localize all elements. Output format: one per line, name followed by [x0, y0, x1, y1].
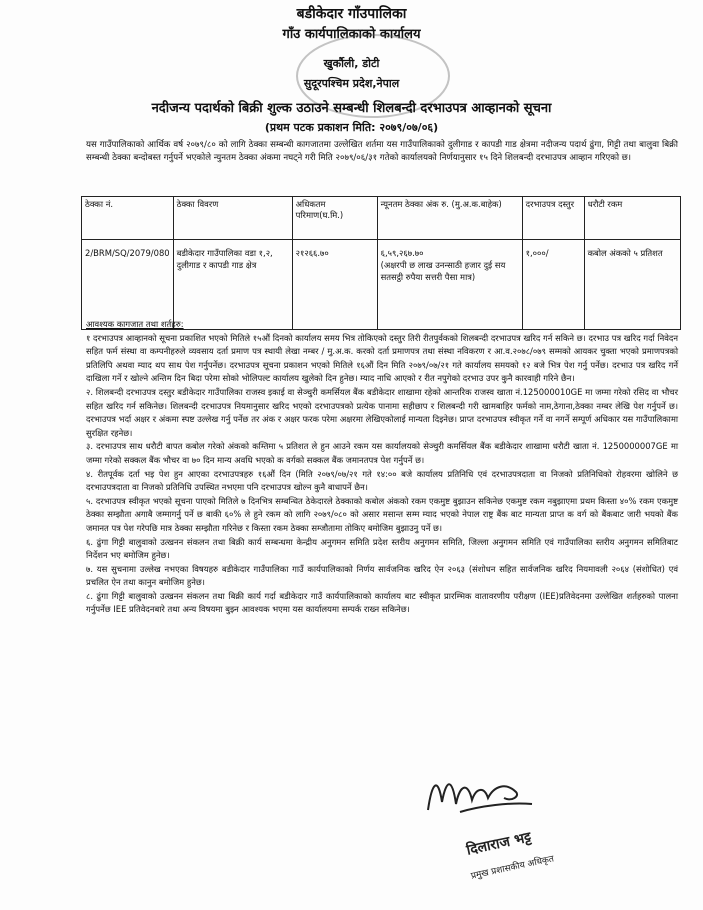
col-header-fee: दरभाउपत्र दस्तुर: [522, 197, 584, 240]
cell-quantity: २१२६६.७०: [292, 240, 377, 330]
office-name: गाँउ कार्यपालिकाको कार्यालय: [282, 27, 421, 42]
cell-contract-no: 2/BRM/SQ/2079/080: [82, 240, 174, 330]
condition-item: ४. रीतपूर्वक दर्ता भइ पेश हुन आएका दरभाउपत्रहरु १६औं दिन (मिति २०७९/०७/२१ गते १४:०० बजे कार्यालय प्रतिनिधि एवं दरभाउपत्रदाता वा निजको प्रतिनिधिको रोहवरमा खोलिने छ दरभाउपत्रदाता वा निजको प्रतिनिधि उपस्थित नभएमा पनि दरभाउपत्र खोल्न कुनै बाधापर्ने छैन।: [86, 468, 678, 493]
condition-item: ३. दरभाउपत्र साथ धरौटी बापत कबोल गरेको अंकको कम्तिमा ५ प्रतिशत ले हुन आउने रकम यस कार्यालयको सेञ्चुरी कमर्सियल बैंक बडीकेदार शाखामा धरौटी खाता नं. 1250000007GE मा जम्मा गरेको सक्कल बैंक भौचर वा ७० दिन मान्य अवधि भएको क वर्गको सक्कल बैंक जमानतपत्र पेश गर्नुपर्ने छ।: [86, 441, 678, 465]
signatory-role: प्रमुख प्रशासकीय अधिकृत: [470, 854, 555, 882]
notice-title: नदीजन्य पदार्थको बिक्री शुल्क उठाउने सम्बन्धी शिलबन्दी दरभाउपत्र आव्हानको सूचना: [151, 101, 552, 116]
condition-item: ७. यस सुचनामा उल्लेख नभएका विषयहरु बडीकेदार गाउँपालिका गाउँ कार्यपालिकाको निर्णय सार्वजनिक खरिद ऐन २०६३ (संशोधन सहित सार्वजनिक खरिद नियमावली २०६४ (संशोधित) एवं प्रचलित ऐन तथा कानुन बमोजिम हुनेछ।: [86, 563, 678, 588]
cell-description: बडीकेदार गाउँपालिका वडा १,२, दुलीगाड र कापडी गाड क्षेत्र: [173, 240, 292, 330]
col-header-no: ठेक्का नं.: [82, 197, 174, 240]
signature-mark: [420, 762, 540, 822]
province-name: सुदूरपश्चिम प्रदेश,नेपाल: [303, 77, 400, 90]
amount-figures: ६,५९,२६७.७०: [380, 248, 424, 258]
col-header-deposit: धरौटी रकम: [584, 197, 680, 240]
conditions-title: आवश्यक कागजात तथा शर्तहरु:: [86, 319, 184, 329]
condition-item: ६. ढुंगा गिट्टी बालुवाको उत्खनन संकलन तथा बिक्री कार्य सम्बन्धमा केन्द्रीय अनुगमन समिति प्रदेश स्तरीय अनुगमन समिति, जिल्ला अनुगमन समिति एवं गाउँपालिका स्तरीय अनुगमन समितिबाट निर्देशन भए बमोजिम हुनेछ।: [86, 536, 678, 561]
cell-fee: १,०००/: [522, 240, 584, 330]
condition-item: २. शिलबन्दी दरभाउपत्र दस्तुर बडीकेदार गाउँपालिका राजस्व इकाई वा सेञ्चुरी कमर्सियल बैंक बडीकेदार शाखामा रहेको आन्तरिक राजस्व खाता नं.125000010GE मा जम्मा गरेको रसिद वा भौचर सहित खरिद गर्न सकिनेछ। शिलबन्दी दरभाउपत्र नियमानुसार खरिद भएको दरभाउपत्रको प्रत्येक पानामा सहीछाप र शिलबन्दी गरी खामबाहिर फर्मको नाम,ठेगाना,ठेक्का नम्बर लेखि पेश गर्नुपर्ने छ। दरभाउपत्र भर्दा अक्षर र अंकमा स्पष्ट उल्लेख गर्नु पर्नेछ तर अंक र अक्षर फरक परेमा अक्षरमा लेखिएकोलाई मान्यता दिइनेछ। प्राप्त दरभाउपत्र स्वीकृत गर्ने वा नगर्ने सम्पूर्ण अधिकार यस गाउँपालिकामा सुरक्षित रहनेछ।: [86, 386, 678, 438]
cell-deposit: कबोल अंकको ५ प्रतिशत: [584, 240, 680, 330]
municipality-name: बडीकेदार गाँउपालिका: [296, 6, 407, 22]
conditions-section: [86, 318, 678, 617]
cell-amount: [377, 240, 522, 330]
table-header-row: [82, 197, 681, 240]
col-header-amount: न्यूनतम ठेक्का अंक रु. (मु.अ.क.बाहेक): [377, 197, 522, 240]
col-header-qty: अधिकतम परिमाण(घ.मि.): [292, 197, 377, 240]
tender-table: [81, 196, 681, 330]
publication-date: (प्रथम पटक प्रकाशन मिति: २०७९/०७/०६): [264, 121, 439, 134]
condition-item: ५. दरभाउपत्र स्वीकृत भएको सूचना पाएको मितिले ७ दिनभित्र सम्बन्धित ठेकेदारले ठेक्काको कबोल अंकको रकम एकमुष्ट बुझाउन सकिनेछ एकमुष्ट रकम नबुझाएमा प्रथम किस्ता ४०% रकम एकमुष्ट ठेक्का सम्झौता अगाबै जम्मागर्नु पर्ने छ बाकी ६०% ले हुने रकम को लागि २०७९/०८० को असार मसान्त सम्म म्याद भएको नेपाल राष्ट्र बैंक बाट मान्यता प्राप्त क वर्ग को बैंकबाट जारी भयको बैंक जमानत पत्र पेश गरेपछि मात्र ठेक्का सम्झौता गरिनेछ र किस्ता रकम ठेक्का सम्जौतामा तोकिए बमोजिम बुझाउनु पर्ने छ।: [86, 495, 678, 533]
table-row: [82, 240, 681, 330]
col-header-desc: ठेक्का विवरण: [173, 197, 292, 240]
condition-item: १ दरभाउपत्र आव्हानको सूचना प्रकाशित भएको मितिले १५औं दिनको कार्यालय समय भित्र तोकिएको दस्तुर तिरी रीतपुर्वकको शिलबन्दी दरभाउपत्र खरिद गर्न सकिने छ। दरभाउ पत्र खरिद गर्दा निवेदन सहित फर्म संस्था वा कम्पनीहरुले व्यवसाय दर्ता प्रमाण पत्र स्थायी लेखा नम्बर / मु.अ.क. करको दर्ता प्रमाणपत्र तथा संस्था नविकरण र आ.व.२०७८/०७९ सम्मको आयकर चुक्ता भएको प्रमाणपत्रको प्रतिलिपि अथवा म्याद थप साथ पेश गर्नुपर्नेछ। दरभाउपत्र सूचना प्रकाशन भएको मितिले १६औं दिन मिति २०७९/०७/२१ गते कार्यालय समयको १२ बजे भित्र पेश गर्नु पर्नेछ। दरभाउ पत्र खरिद गर्ने दाखिला गर्ने र खोल्ने अन्तिम दिन बिदा परेमा सोको भोलिपल्ट कार्यालय खुलेको दिन हुनेछ। म्याद नाधि आएको र रीत नपुगेको दरभाउ उपर कुनै कारवाही गरिने छैन।: [86, 332, 678, 384]
condition-item: ८. ढुंगा गिट्टी बालुवाको उत्खनन संकलन तथा बिक्री कार्य गर्दा बडीकेदार गाउँ कार्यपालिकाको कार्यालय बाट स्वीकृत प्रारम्भिक वातावरणीय परीक्षण (IEE)प्रतिवेदनमा उल्लेखित शर्तहरुको पालना गर्नुपर्नेछ IEE प्रतिवेदनबारे तथा अन्य विषयमा बुझ्न आवश्यक भएमा यस कार्यालयमा सम्पर्क राख्न सकिनेछ।: [86, 590, 678, 615]
amount-words: (अक्षरपी छ लाख उनन्साठी हजार दुई सय सतसट्ठी रुपैया सत्तरी पैसा मात्र): [380, 260, 506, 282]
intro-paragraph: यस गाउँपालिकाको आर्थिक वर्ष २०७९/८० को लागि ठेक्का सम्बन्धी कागजातमा उल्लेखित शर्तमा यस गाउँपालिकाको दुलीगाड र कापडी गाड क्षेत्रमा नदीजन्य पदार्थ ढुंगा, गिट्टी तथा बालुवा बिक्री सम्बन्धी ठेक्का बन्दोबस्त गर्नुपर्ने भएकोले न्युनतम ठेक्का अंकमा नघट्ने गरी मिति २०७९/०६/३१ गतेको कार्यालयको निर्णयानुसार १५ दिने शिलबन्दी दरभाउपत्र आव्हान गरिएको छ।: [86, 140, 678, 163]
signatory-name: दिलाराज भट्ट: [465, 829, 533, 859]
office-address: खुर्कौली, डोटी: [323, 57, 380, 70]
